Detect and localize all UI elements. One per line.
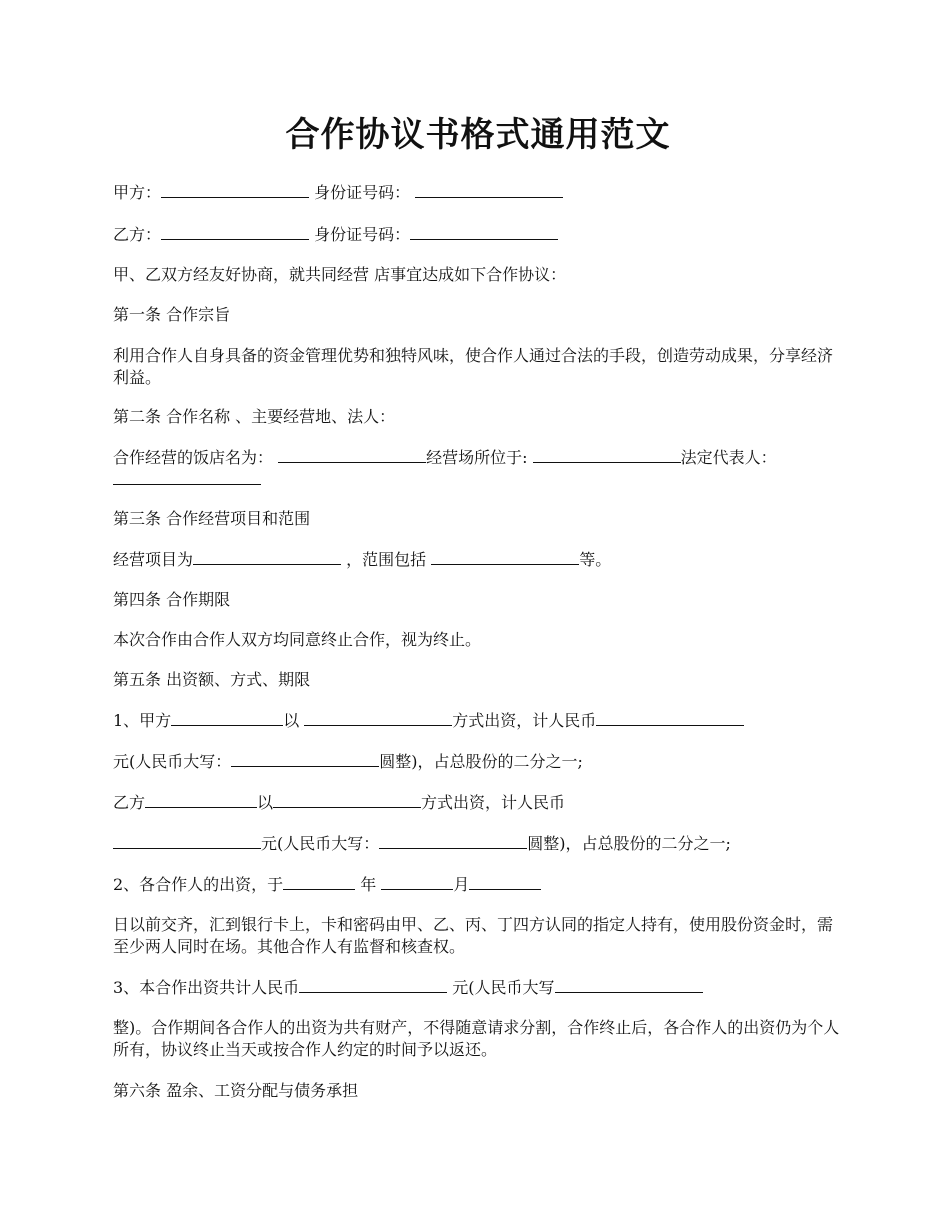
party-b-contribution-label: 乙方	[113, 793, 146, 812]
party-b-upper-label: 元(人民币大写：	[261, 834, 380, 853]
party-b-id-label: 身份证号码：	[314, 225, 411, 244]
party-b-line	[113, 223, 843, 246]
article-2-line	[113, 446, 843, 469]
party-a-id-label: 身份证号码：	[314, 183, 411, 202]
party-a-line	[113, 181, 843, 204]
restaurant-name-label: 合作经营的饭店名为：	[113, 448, 274, 467]
restaurant-name-blank[interactable]	[278, 446, 426, 463]
party-b-id-blank[interactable]	[410, 223, 558, 240]
document-title: 合作协议书格式通用范文	[285, 115, 671, 155]
party-b-upper-blank[interactable]	[379, 832, 527, 849]
party-a-label: 甲方：	[113, 183, 162, 202]
party-a-amount-blank[interactable]	[596, 709, 744, 726]
payment-month-label: 月	[453, 875, 470, 894]
business-items-blank[interactable]	[193, 548, 341, 565]
party-b-rmb-label: 方式出资，计人民币	[421, 793, 566, 812]
intro-paragraph: 甲、乙双方经友好协商，就共同经营 店事宜达成如下合作协议：	[113, 265, 567, 284]
article-5-1-share-line	[113, 750, 843, 773]
party-a-method-blank[interactable]	[304, 709, 452, 726]
article-5-2-line	[113, 873, 843, 896]
article-2-heading: 第二条 合作名称 、主要经营地、法人：	[113, 407, 396, 426]
payment-date-label: 2、各合作人的出资，于	[113, 875, 284, 894]
party-a-contribution-blank[interactable]	[171, 709, 283, 726]
article-3-line	[113, 548, 843, 571]
party-a-id-blank[interactable]	[415, 181, 563, 198]
payment-year-blank[interactable]	[283, 873, 355, 890]
legal-rep-blank[interactable]	[113, 468, 261, 485]
business-place-blank[interactable]	[533, 446, 681, 463]
business-scope-label: ，范围包括	[346, 550, 427, 569]
total-contribution-label: 3、本合作出资共计人民币	[113, 978, 300, 997]
total-upper-label: 元(人民币大写	[452, 978, 555, 997]
article-5-3-text: 整)。合作期间各合作人的出资为共有财产，不得随意请求分割，合作终止后，各合作人的出资仍为个人所有，协议终止当天或按合作人约定的时间予以返还。	[113, 1018, 840, 1059]
business-scope-blank[interactable]	[431, 548, 579, 565]
party-a-by-label: 以	[283, 711, 300, 730]
article-5-heading: 第五条 出资额、方式、期限	[113, 670, 311, 689]
party-a-upper-blank[interactable]	[231, 750, 379, 767]
party-b-method-blank[interactable]	[273, 791, 421, 808]
party-a-contribution-label: 1、甲方	[113, 711, 172, 730]
article-1-heading: 第一条 合作宗旨	[113, 305, 231, 324]
payment-month-blank[interactable]	[381, 873, 453, 890]
article-5-b-line	[113, 791, 843, 814]
party-b-amount-blank[interactable]	[113, 832, 261, 849]
article-3-heading: 第三条 合作经营项目和范围	[113, 509, 311, 528]
article-4-heading: 第四条 合作期限	[113, 590, 231, 609]
party-a-share-text: 圆整)，占总股份的二分之一;	[379, 752, 583, 771]
business-items-label: 经营项目为	[113, 550, 194, 569]
party-b-share-text: 圆整)，占总股份的二分之一;	[527, 834, 731, 853]
party-b-name-blank[interactable]	[161, 223, 309, 240]
party-b-label: 乙方：	[113, 225, 162, 244]
party-b-by-label: 以	[257, 793, 274, 812]
party-a-upper-label: 元(人民币大写：	[113, 752, 232, 771]
article-1-text: 利用合作人自身具备的资金管理优势和独特风味，使合作人通过合法的手段，创造劳动成果，分享经济利益。	[113, 346, 834, 387]
party-a-rmb-label: 方式出资，计人民币	[452, 711, 597, 730]
article-5-1-line	[113, 709, 843, 732]
article-4-text: 本次合作由合作人双方均同意终止合作，视为终止。	[113, 630, 482, 649]
payment-year-label: 年	[360, 875, 377, 894]
article-5-3-line	[113, 976, 843, 999]
total-contribution-blank[interactable]	[299, 976, 447, 993]
legal-rep-label: 法定代表人：	[680, 448, 777, 467]
article-6-heading: 第六条 盈余、工资分配与债务承担	[113, 1081, 359, 1100]
article-5-b-share-line	[113, 832, 843, 855]
article-5-2-text: 日以前交齐，汇到银行卡上，卡和密码由甲、乙、丙、丁四方认同的指定人持有，使用股份资金时，需至少两人同时在场。其他合作人有监督和核查权。	[113, 915, 834, 956]
article-3-end: 等。	[579, 550, 612, 569]
business-place-label: 经营场所位于:	[426, 448, 528, 467]
legal-rep-line	[113, 468, 843, 491]
total-upper-blank[interactable]	[555, 976, 703, 993]
party-a-name-blank[interactable]	[161, 181, 309, 198]
party-b-contribution-blank[interactable]	[145, 791, 257, 808]
payment-day-blank[interactable]	[469, 873, 541, 890]
